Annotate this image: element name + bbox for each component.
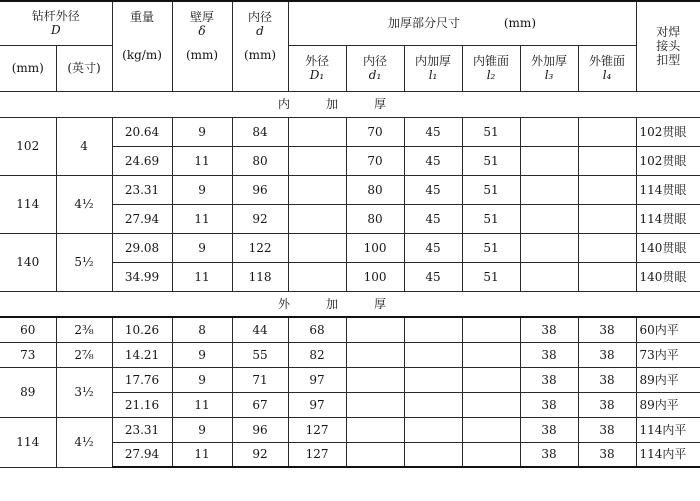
id-cell: 71 [232,367,288,392]
col-l3-symbol: l₃ [544,68,554,82]
wall-unit: (mm) [185,48,219,62]
od-mm-cell: 140 [0,233,56,291]
joint-line-3: 扣型 [656,53,681,68]
external-upset-section-row [0,291,700,317]
id-unit: (mm) [243,48,277,62]
l4-cell: 38 [578,367,636,392]
weight-cell: 10.26 [112,317,172,342]
weight-cell: 29.08 [112,233,172,262]
d1-cell: 82 [288,342,346,367]
col-l1-symbol: l₁ [428,68,438,82]
l1-cell: 45 [404,175,462,204]
weight-cell: 14.21 [112,342,172,367]
d1-cell [288,146,346,175]
l1-cell [404,317,462,342]
d1-cell: 100 [346,262,404,291]
od-mm-cell: 60 [0,317,56,342]
d1-cell: 68 [288,317,346,342]
col-d1-header [346,45,404,91]
col-l3-label: 外加厚 [531,54,568,68]
id-header [232,1,288,91]
wall-cell: 9 [172,233,232,262]
id-cell: 80 [232,146,288,175]
d1-cell [346,417,404,442]
l3-cell: 38 [520,342,578,367]
od-in-cell: 4½ [56,417,112,467]
col-l4-symbol: l₄ [602,68,612,82]
d1-cell: 97 [288,392,346,417]
internal-upset-section-title: 内加厚 [0,91,700,117]
d1-cell: 97 [288,367,346,392]
col-D1-label: 外径 [305,54,330,68]
weight-cell: 27.94 [112,442,172,467]
col-l1-label: 内加厚 [415,54,452,68]
weight-cell: 34.99 [112,262,172,291]
l1-cell: 45 [404,146,462,175]
wall-cell: 11 [172,146,232,175]
od-in-cell: 4½ [56,175,112,233]
weight-cell: 23.31 [112,417,172,442]
id-cell: 118 [232,262,288,291]
id-cell: 84 [232,117,288,146]
joint-line-2: 接头 [656,39,681,54]
l2-cell [462,317,520,342]
d1-cell: 80 [346,175,404,204]
l3-cell [520,204,578,233]
od-mm-cell: 102 [0,117,56,175]
l2-cell [462,417,520,442]
col-l3-header [520,45,578,91]
d1-cell [288,204,346,233]
table-row [0,367,700,392]
l2-cell: 51 [462,233,520,262]
id-title: 内径 [248,10,273,24]
l4-cell: 38 [578,317,636,342]
l4-cell: 38 [578,442,636,467]
wall-cell: 11 [172,392,232,417]
joint-cell: 60内平 [636,317,700,342]
l4-cell: 38 [578,342,636,367]
weight-cell: 23.31 [112,175,172,204]
upset-title: 加厚部分尺寸 [388,16,461,31]
l1-cell: 45 [404,204,462,233]
od-mm-cell: 114 [0,417,56,467]
l4-cell: 38 [578,417,636,442]
l3-cell: 38 [520,442,578,467]
header-row-2 [0,45,700,91]
od-in-cell: 2⅞ [56,342,112,367]
table-row [0,317,700,342]
l4-cell: 38 [578,392,636,417]
d1-cell: 127 [288,442,346,467]
wall-symbol: δ [198,24,206,38]
l4-cell [578,175,636,204]
joint-cell: 73内平 [636,342,700,367]
l2-cell: 51 [462,117,520,146]
l4-cell [578,262,636,291]
table-row [0,117,700,146]
l1-cell: 45 [404,117,462,146]
l4-cell [578,233,636,262]
joint-header [636,1,700,91]
id-cell: 122 [232,233,288,262]
l2-cell: 51 [462,175,520,204]
l2-cell: 51 [462,146,520,175]
col-D1-symbol: D₁ [309,68,325,82]
od-symbol: D [50,23,61,38]
l3-cell [520,262,578,291]
table-row [0,175,700,204]
l1-cell: 45 [404,233,462,262]
d1-cell [346,342,404,367]
joint-cell: 102贯眼 [636,117,700,146]
l2-cell [462,342,520,367]
weight-cell: 17.76 [112,367,172,392]
l3-cell: 38 [520,317,578,342]
col-l1-header [404,45,462,91]
col-d1-symbol: d₁ [368,68,382,82]
wall-header [172,1,232,91]
l3-cell: 38 [520,392,578,417]
od-header [0,1,112,45]
weight-cell: 20.64 [112,117,172,146]
d1-cell [288,117,346,146]
l4-cell [578,146,636,175]
d1-cell: 70 [346,117,404,146]
od-mm-cell: 73 [0,342,56,367]
l1-cell [404,392,462,417]
joint-cell: 114贯眼 [636,175,700,204]
l2-cell: 51 [462,262,520,291]
d1-cell [288,233,346,262]
col-l2-label: 内锥面 [473,54,510,68]
wall-title: 壁厚 [190,10,215,24]
wall-cell: 9 [172,367,232,392]
joint-cell: 140贯眼 [636,233,700,262]
d1-cell [288,262,346,291]
wall-cell: 9 [172,342,232,367]
od-mm-cell: 89 [0,367,56,417]
col-l2-symbol: l₂ [486,68,496,82]
weight-cell: 21.16 [112,392,172,417]
col-l4-header [578,45,636,91]
d1-cell: 127 [288,417,346,442]
wall-cell: 11 [172,442,232,467]
l2-cell [462,367,520,392]
wall-cell: 9 [172,417,232,442]
id-cell: 96 [232,417,288,442]
d1-cell: 100 [346,233,404,262]
weight-cell: 24.69 [112,146,172,175]
weight-cell: 27.94 [112,204,172,233]
l3-cell [520,117,578,146]
col-d1-label: 内径 [363,54,388,68]
id-cell: 92 [232,442,288,467]
id-cell: 92 [232,204,288,233]
od-in-cell: 3½ [56,367,112,417]
l3-cell [520,233,578,262]
l2-cell [462,392,520,417]
wall-cell: 9 [172,117,232,146]
l2-cell: 51 [462,204,520,233]
od-in-cell: 2⅜ [56,317,112,342]
upset-unit: (mm) [503,16,536,31]
l3-cell: 38 [520,367,578,392]
wall-cell: 9 [172,175,232,204]
joint-cell: 114内平 [636,442,700,467]
l1-cell [404,367,462,392]
od-mm-header: (mm) [0,45,56,91]
l4-cell [578,117,636,146]
d1-cell: 70 [346,146,404,175]
col-l4-label: 外锥面 [589,54,626,68]
table-row [0,233,700,262]
l3-cell: 38 [520,417,578,442]
table-row [0,417,700,442]
col-l2-header [462,45,520,91]
joint-cell: 114内平 [636,417,700,442]
id-cell: 55 [232,342,288,367]
wall-cell: 11 [172,204,232,233]
l1-cell [404,442,462,467]
d1-cell [346,392,404,417]
d1-cell [346,367,404,392]
upset-header [288,1,636,45]
weight-header [112,1,172,91]
od-mm-cell: 114 [0,175,56,233]
joint-cell: 140贯眼 [636,262,700,291]
l1-cell [404,342,462,367]
id-symbol: d [256,24,264,38]
joint-cell: 89内平 [636,367,700,392]
od-title: 钻杆外径 [31,9,80,24]
joint-line-1: 对焊 [656,25,681,40]
weight-unit: (kg/m) [122,48,162,62]
d1-cell [288,175,346,204]
l1-cell [404,417,462,442]
l2-cell [462,442,520,467]
d1-cell [346,442,404,467]
od-in-header: (英寸) [56,45,112,91]
wall-cell: 11 [172,262,232,291]
id-cell: 96 [232,175,288,204]
weight-title: 重量 [130,10,155,24]
internal-upset-section-row [0,91,700,117]
od-in-cell: 4 [56,117,112,175]
d1-cell: 80 [346,204,404,233]
header-row-1 [0,1,700,45]
joint-cell: 89内平 [636,392,700,417]
l3-cell [520,146,578,175]
od-in-cell: 5½ [56,233,112,291]
id-cell: 44 [232,317,288,342]
col-D1-header [288,45,346,91]
external-upset-section-title: 外加厚 [0,291,700,317]
l1-cell: 45 [404,262,462,291]
wall-cell: 8 [172,317,232,342]
l4-cell [578,204,636,233]
table-row [0,342,700,367]
joint-cell: 114贯眼 [636,204,700,233]
joint-cell: 102贯眼 [636,146,700,175]
id-cell: 67 [232,392,288,417]
l3-cell [520,175,578,204]
d1-cell [346,317,404,342]
